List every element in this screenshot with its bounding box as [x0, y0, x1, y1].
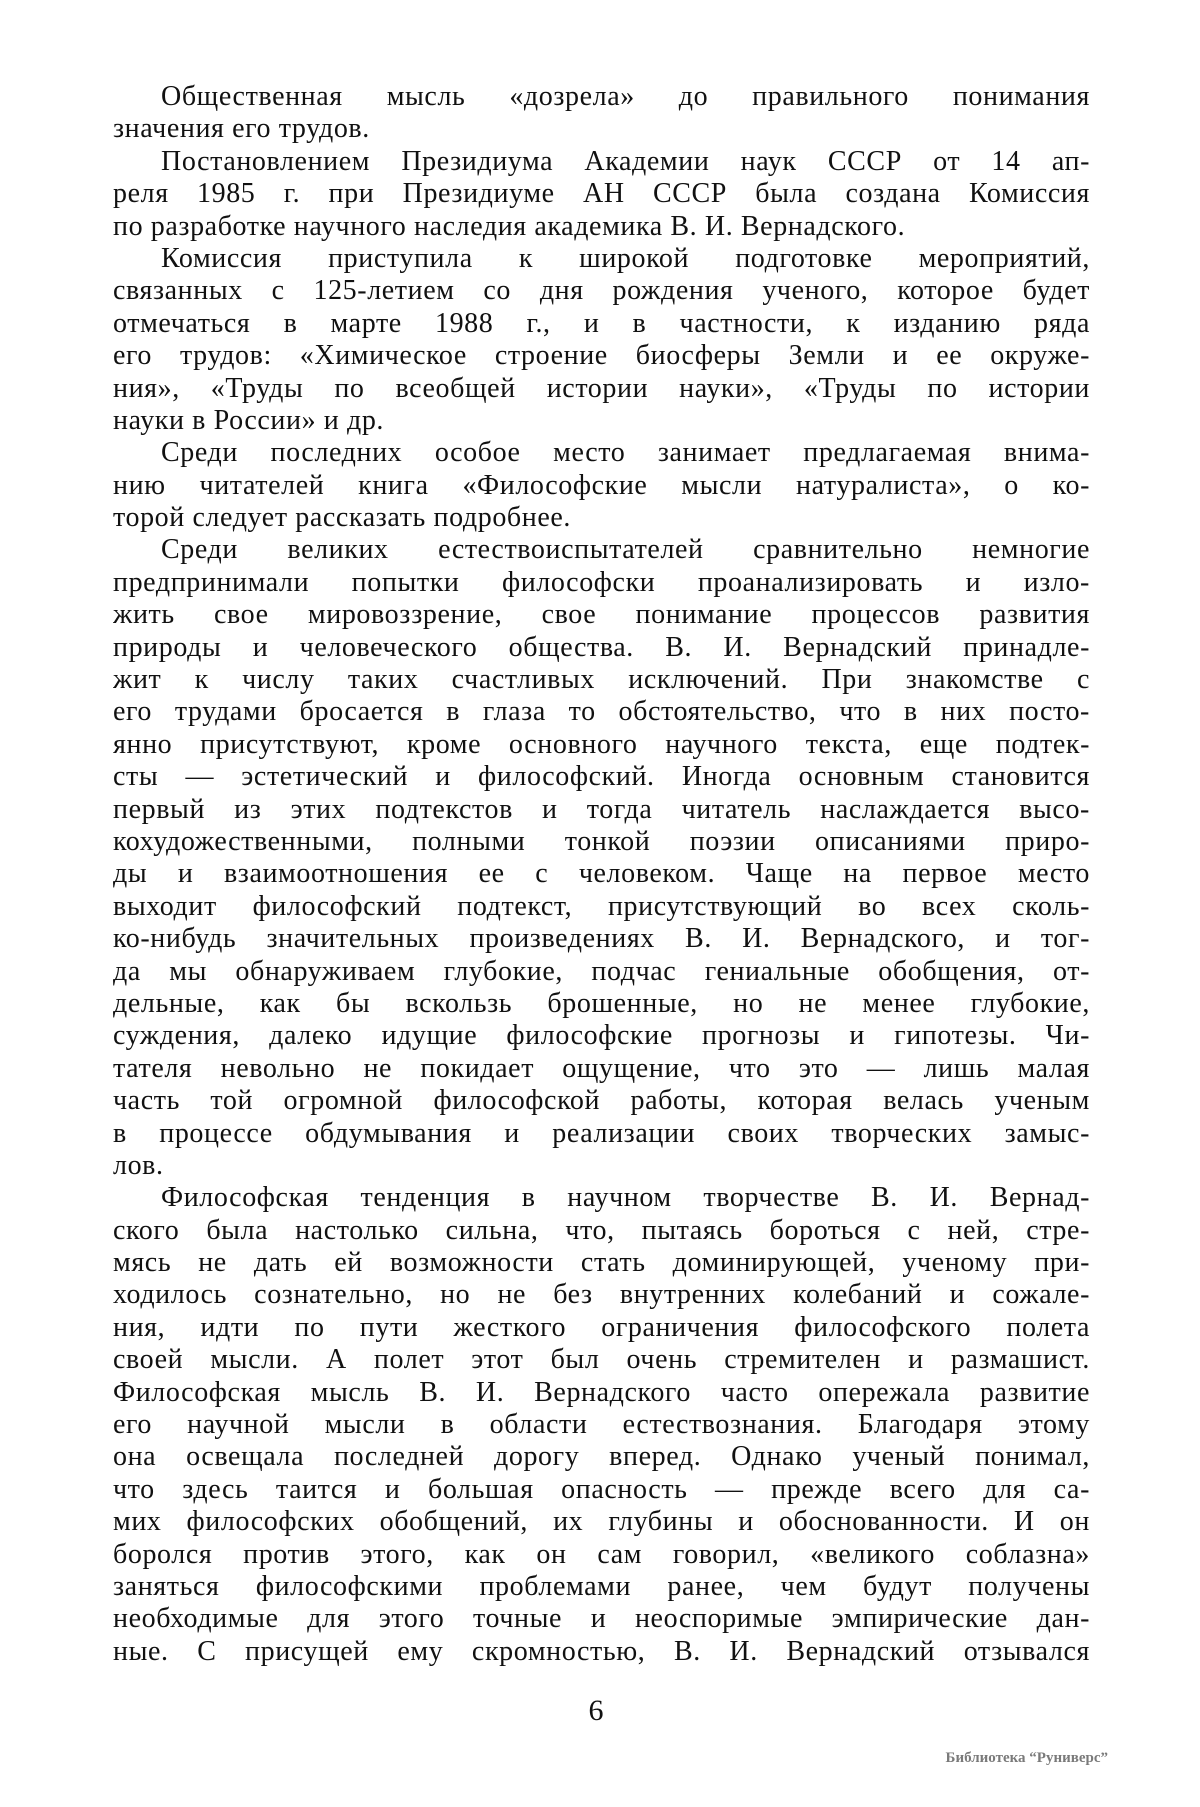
text-line: природы и человеческого общества. В. И. Вернадский принадле- — [113, 631, 1090, 663]
text-line: да мы обнаруживаем глубокие, подчас гениальные обобщения, от- — [113, 955, 1090, 987]
paragraph — [113, 437, 1090, 534]
text-line: выходит философский подтекст, присутствующий во всех сколь- — [113, 890, 1090, 922]
text-line: ния, идти по пути жесткого ограничения философского полета — [113, 1311, 1090, 1343]
text-line: предпринимали попытки философски проанализировать и изло- — [113, 566, 1090, 598]
text-line: что здесь таится и большая опасность — прежде всего для са- — [113, 1473, 1090, 1505]
text-line: ходилось сознательно, но не без внутренних колебаний и сожале- — [113, 1279, 1090, 1311]
text-line: дельные, как бы вскользь брошенные, но не менее глубокие, — [113, 987, 1090, 1019]
text-line: науки в России» и др. — [113, 404, 385, 436]
text-line: нию читателей книга «Философские мысли натуралиста», о ко- — [113, 469, 1090, 501]
text-line: янно присутствуют, кроме основного научного текста, еще подтек- — [113, 728, 1090, 760]
text-line: Среди последних особое место занимает предлагаемая внима- — [161, 437, 1090, 469]
paragraph — [113, 1182, 1090, 1668]
text-line: заняться философскими проблемами ранее, чем будут получены — [113, 1570, 1090, 1602]
library-credit: Библиотека “Руниверс” — [945, 1750, 1108, 1766]
text-line: в процессе обдумывания и реализации своих творческих замыс- — [113, 1117, 1090, 1149]
text-line: ды и взаимоотношения ее с человеком. Чаще на первое место — [113, 858, 1090, 890]
text-line: ные. С присущей ему скромностью, В. И. Вернадский отзывался — [113, 1635, 1090, 1667]
paragraph — [113, 534, 1090, 1182]
body-text — [113, 81, 1090, 1668]
text-line: мих философских обобщений, их глубины и обоснованности. И он — [113, 1506, 1090, 1538]
text-line: его научной мысли в области естествознания. Благодаря этому — [113, 1409, 1090, 1441]
text-line: связанных с 125-летием со дня рождения ученого, которое будет — [113, 275, 1090, 307]
text-line: тателя невольно не покидает ощущение, что это — лишь малая — [113, 1052, 1090, 1084]
text-line: она освещала последней дорогу вперед. Однако ученый понимал, — [113, 1441, 1090, 1473]
text-line: значения его трудов. — [113, 113, 370, 145]
text-line: Общественная мысль «дозрела» до правильного понимания — [161, 81, 1090, 112]
text-line: его трудов: «Химическое строение биосферы Земли и ее окруже- — [113, 340, 1090, 372]
paragraph — [113, 243, 1090, 437]
text-line: Комиссия приступила к широкой подготовке мероприятий, — [161, 242, 1090, 274]
text-line: мясь не дать ей возможности стать доминирующей, ученому при- — [113, 1247, 1090, 1279]
text-line: Постановлением Президиума Академии наук СССР от 14 ап- — [161, 145, 1090, 177]
text-line: лов. — [113, 1149, 164, 1181]
text-line: ния», «Труды по всеобщей истории науки», «Труды по истории — [113, 372, 1090, 404]
page-number: 6 — [588, 1694, 604, 1727]
text-line: боролся против этого, как он сам говорил, «великого соблазна» — [113, 1538, 1090, 1570]
text-line: ского была настолько сильна, что, пытаясь бороться с ней, стре- — [113, 1214, 1090, 1246]
text-line: первый из этих подтекстов и тогда читатель наслаждается высо- — [113, 793, 1090, 825]
text-line: Философская мысль В. И. Вернадского часто опережала развитие — [113, 1376, 1090, 1408]
text-line: отмечаться в марте 1988 г., и в частности, к изданию ряда — [113, 307, 1090, 339]
text-line: сты — эстетический и философский. Иногда основным становится — [113, 761, 1090, 793]
text-line: Философская тенденция в научном творчестве В. И. Вернад- — [161, 1182, 1090, 1214]
text-line: реля 1985 г. при Президиуме АН СССР была создана Комиссия — [113, 178, 1090, 210]
paragraph — [113, 81, 1090, 146]
text-line: торой следует рассказать подробнее. — [113, 502, 572, 534]
text-line: его трудами бросается в глаза то обстоятельство, что в них посто- — [113, 696, 1090, 728]
text-line: по разработке научного наследия академика В. И. Вернадского. — [113, 210, 906, 242]
text-line: необходимые для этого точные и неоспоримые эмпирические дан- — [113, 1603, 1090, 1635]
text-line: суждения, далеко идущие философские прогнозы и гипотезы. Чи- — [113, 1020, 1090, 1052]
text-line: ко-нибудь значительных произведениях В. И. Вернадского, и тог- — [113, 923, 1090, 955]
text-line: Среди великих естествоиспытателей сравнительно немногие — [161, 534, 1090, 566]
text-line: жить свое мировоззрение, свое понимание процессов развития — [113, 599, 1090, 631]
text-line: часть той огромной философской работы, которая велась ученым — [113, 1085, 1090, 1117]
text-line: кохудожественными, полными тонкой поэзии описаниями приро- — [113, 825, 1090, 857]
text-line: своей мысли. А полет этот был очень стремителен и размашист. — [113, 1344, 1090, 1376]
text-line: жит к числу таких счастливых исключений. При знакомстве с — [113, 664, 1090, 696]
paragraph — [113, 146, 1090, 243]
